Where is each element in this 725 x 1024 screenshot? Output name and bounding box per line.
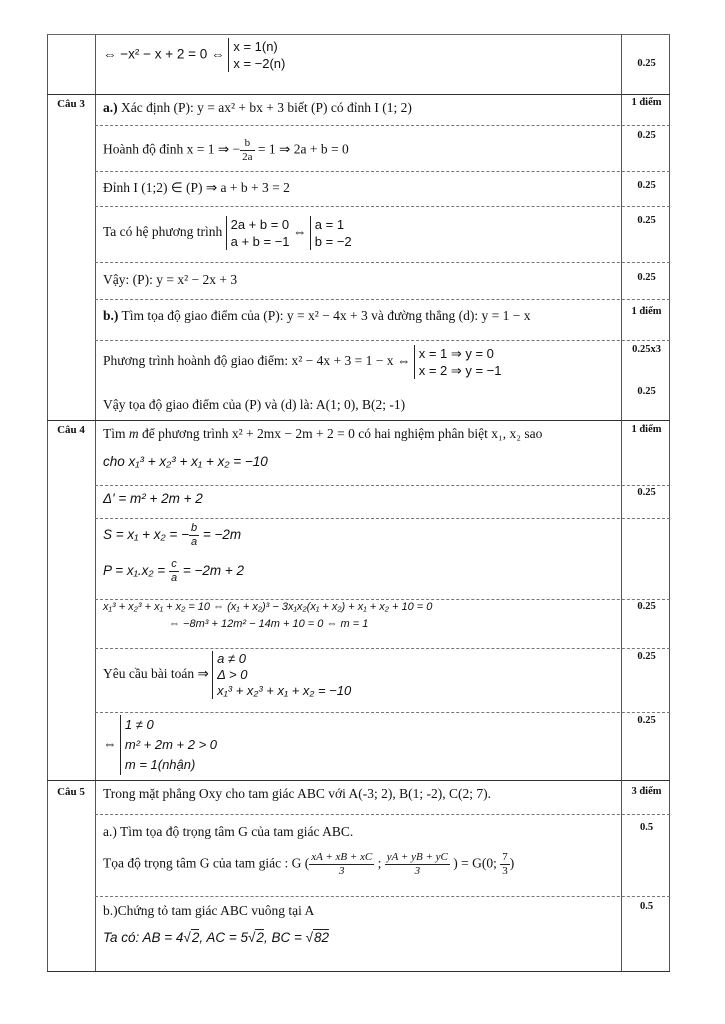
- score: 0.25: [637, 386, 656, 397]
- score: 0.25: [637, 180, 656, 191]
- question-label: Câu 3: [57, 98, 85, 110]
- score: 0.25: [637, 651, 656, 662]
- table-border-left: [47, 34, 48, 972]
- solution-line: P = x₁.x₂ = $\frac{c}{a}$ = −2m + 2: [103, 558, 244, 584]
- equation-line: ⇔ −x² − x + 2 = 0 ⇔ x = 1(n) x = −2(n): [103, 39, 286, 71]
- row-divider: [95, 262, 670, 263]
- solution-line: Vậy: (P): y = x² − 2x + 3: [103, 272, 238, 287]
- row-divider: [47, 780, 670, 781]
- row-divider: [95, 712, 670, 713]
- table-border-bottom: [47, 971, 670, 972]
- system-brace: x = 1(n) x = −2(n): [228, 38, 285, 72]
- solution-line: Phương trình hoành độ giao điểm: x² − 4x + 3 = 1 − x ⇔ x = 1 ⇒ y = 0 x = 2 ⇒ y = −1: [103, 346, 502, 378]
- row-divider: [95, 485, 670, 486]
- row-divider: [95, 171, 670, 172]
- score: 0.5: [639, 822, 654, 833]
- question-part-title: a.) Tìm tọa độ trọng tâm G của tam giác ABC.: [103, 824, 354, 839]
- score: 0.25x3: [632, 344, 661, 355]
- score: 0.25: [637, 130, 656, 141]
- fraction: $\frac{b}{2a}$: [242, 137, 253, 163]
- score: 3 điểm: [631, 786, 662, 797]
- row-divider: [47, 420, 670, 421]
- score: 1 điểm: [631, 97, 662, 108]
- row-divider: [95, 896, 670, 897]
- solution-line: ⇔ −8m³ + 12m² − 14m + 10 = 0 ⇔ m = 1: [169, 618, 369, 630]
- row-divider: [95, 206, 670, 207]
- row-divider: [95, 599, 670, 600]
- row-divider: [47, 94, 670, 95]
- score: 0.25: [637, 215, 656, 226]
- row-divider: [95, 125, 670, 126]
- question-part-title: b.) Tìm tọa độ giao điểm của (P): y = x² − 4x + 3 và đường thẳng (d): y = 1 − x: [103, 308, 531, 323]
- score: 1 điểm: [631, 306, 662, 317]
- question-title: Trong mặt phẳng Oxy cho tam giác ABC với A(-3; 2), B(1; -2), C(2; 7).: [103, 786, 491, 801]
- solution-line: ⇔ 1 ≠ 0 m² + 2m + 2 > 0 m = 1(nhận): [103, 715, 217, 775]
- question-title-cont: cho x₁³ + x₂³ + x₁ + x₂ = −10: [103, 454, 268, 469]
- solution-line: Yêu cầu bài toán ⇒ a ≠ 0 Δ > 0 x₁³ + x₂³ + x₁ + x₂ = −10: [103, 651, 352, 698]
- score: 1 điểm: [631, 424, 662, 435]
- solution-line: x₁³ + x₂³ + x₁ + x₂ = 10 ⇔ (x₁ + x₂)³ − 3x₁x₂(x₁ + x₂) + x₁ + x₂ + 10 = 0: [103, 601, 433, 613]
- solution-line: Đỉnh I (1;2) ∈ (P) ⇒ a + b + 3 = 2: [103, 180, 290, 195]
- solution-line: Ta có: AB = 4√2, AC = 5√2, BC = √82: [103, 930, 330, 945]
- row-divider: [95, 814, 670, 815]
- score: 0.25: [637, 487, 656, 498]
- answer-table: [47, 34, 670, 972]
- question-label: Câu 5: [57, 786, 85, 798]
- score: 0.25: [637, 715, 656, 726]
- row-divider: [95, 340, 670, 341]
- question-title: Tìm m để phương trình x² + 2mx − 2m + 2 = 0 có hai nghiệm phân biệt x₁, x₂ sao: [103, 426, 543, 441]
- question-part-title: b.)Chứng tỏ tam giác ABC vuông tại A: [103, 903, 315, 918]
- question-part-title: a.) Xác định (P): y = ax² + bx + 3 biết (P) có đỉnh I (1; 2): [103, 100, 412, 115]
- row-divider: [47, 34, 670, 35]
- score: 0.25: [637, 601, 656, 612]
- row-divider: [95, 648, 670, 649]
- score: 0.25: [637, 272, 656, 283]
- column-divider: [621, 34, 622, 972]
- solution-line: S = x₁ + x₂ = − $\frac{b}{a}$ = −2m: [103, 522, 242, 548]
- row-divider: [95, 299, 670, 300]
- score: 0.5: [639, 901, 654, 912]
- solution-line: Ta có hệ phương trình 2a + b = 0 a + b = −1 ⇔ a = 1 b = −2: [103, 217, 352, 249]
- solution-line: Δ' = m² + 2m + 2: [103, 491, 203, 506]
- question-label: Câu 4: [57, 424, 85, 436]
- row-divider: [95, 518, 670, 519]
- solution-line: Vậy tọa độ giao điểm của (P) và (d) là: A(1; 0), B(2; -1): [103, 397, 406, 412]
- score: 0.25: [637, 58, 656, 69]
- solution-line: Hoành độ đỉnh x = 1 ⇒ − $\frac{b}{2a}$ = 1 ⇒ 2a + b = 0: [103, 137, 349, 163]
- solution-line: Tọa độ trọng tâm G của tam giác : G ( $\frac{xA + xB + xC}{3}$ ; $\frac{yA + yB + yC}{3}$ ) = G(0; $\frac{7}{3}$ ): [103, 851, 515, 877]
- column-divider: [95, 34, 96, 972]
